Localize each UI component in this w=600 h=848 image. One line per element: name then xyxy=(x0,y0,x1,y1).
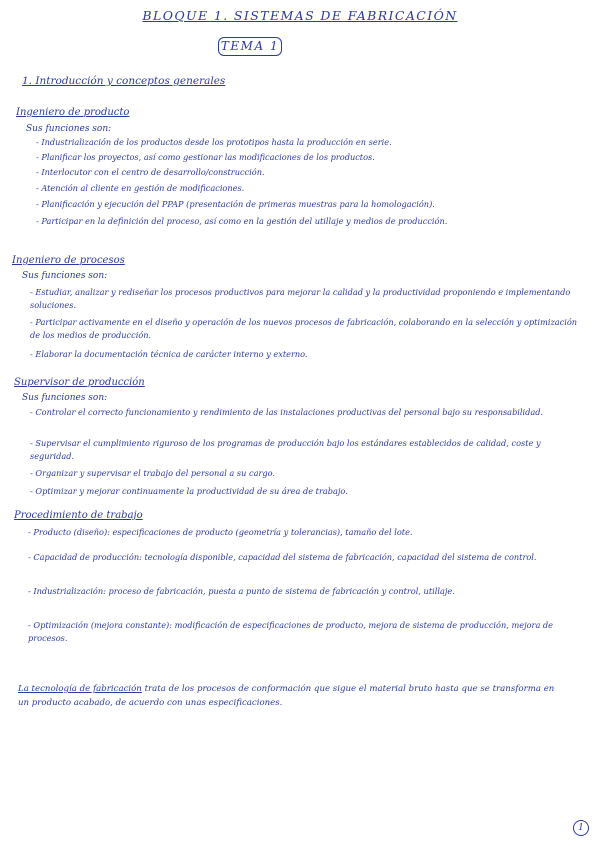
page-title: BLOQUE 1. SISTEMAS DE FABRICACIÓN xyxy=(142,8,458,23)
intro-supervisor-produccion: Sus funciones son: xyxy=(22,393,108,403)
page-number: 1 xyxy=(573,820,589,836)
list-item: - Optimización (mejora constante): modificación de especificaciones de producto, mejora de sistema de producción, mejora de procesos. xyxy=(28,620,554,643)
tema-box: TEMA 1 xyxy=(218,37,282,56)
list-item: - Industrialización: proceso de fabricación, puesta a punto de sistema de fabricación y control, utillaje. xyxy=(28,586,455,596)
list-item: - Planificar los proyectos, así como gestionar las modificaciones de los productos. xyxy=(36,152,375,162)
list-item: - Optimizar y mejorar continuamente la productividad de su área de trabajo. xyxy=(30,486,348,496)
list-item: - Participar activamente en el diseño y operación de los nuevos procesos de fabricación, colaborando en la selección y optimización de los medios de producción. xyxy=(30,317,578,340)
list-item: - Planificación y ejecución del PPAP (presentación de primeras muestras para la homologación). xyxy=(36,199,435,209)
list-item: - Atención al cliente en gestión de modificaciones. xyxy=(36,183,245,193)
heading-supervisor-produccion: Supervisor de producción xyxy=(14,377,145,388)
heading-ingeniero-producto: Ingeniero de producto xyxy=(16,107,130,118)
list-item: - Estudiar, analizar y rediseñar los procesos productivos para mejorar la calidad y la productividad proponiendo e implementando soluciones. xyxy=(30,287,571,310)
list-item: - Participar en la definición del proceso, así como en la gestión del utillaje y medios de producción. xyxy=(36,216,448,226)
heading-ingeniero-procesos: Ingeniero de procesos xyxy=(12,255,125,266)
definition-term: La tecnología de fabricación xyxy=(18,684,142,694)
list-item: - Producto (diseño): especificaciones de producto (geometría y tolerancias), tamaño del lote. xyxy=(28,527,413,537)
heading-procedimiento-trabajo: Procedimiento de trabajo xyxy=(14,510,143,521)
intro-ingeniero-producto: Sus funciones son: xyxy=(26,124,112,134)
list-item: - Supervisar el cumplimiento riguroso de los programas de producción bajo los estándares establecidos de calidad, coste y seguridad. xyxy=(30,438,541,461)
definition-text: trata de los procesos de conformación que sigue el material bruto hasta que se transforma en un producto acabado, de acuerdo con unas especificaciones. xyxy=(18,684,555,708)
list-item: - Industrialización de los productos desde los prototipos hasta la producción en serie. xyxy=(36,137,392,147)
list-item: - Elaborar la documentación técnica de carácter interno y externo. xyxy=(30,349,308,359)
definition-paragraph xyxy=(18,682,566,710)
intro-ingeniero-procesos: Sus funciones son: xyxy=(22,271,108,281)
section-title: 1. Introducción y conceptos generales xyxy=(22,75,226,87)
list-item: - Organizar y supervisar el trabajo del personal a su cargo. xyxy=(30,468,275,478)
list-item: - Interlocutor con el centro de desarrollo/construcción. xyxy=(36,167,265,177)
list-item: - Capacidad de producción: tecnología disponible, capacidad del sistema de fabricación, capacidad del sistema de control. xyxy=(28,552,537,562)
list-item: - Controlar el correcto funcionamiento y rendimiento de las instalaciones productivas del personal bajo su responsabilidad. xyxy=(30,407,544,417)
